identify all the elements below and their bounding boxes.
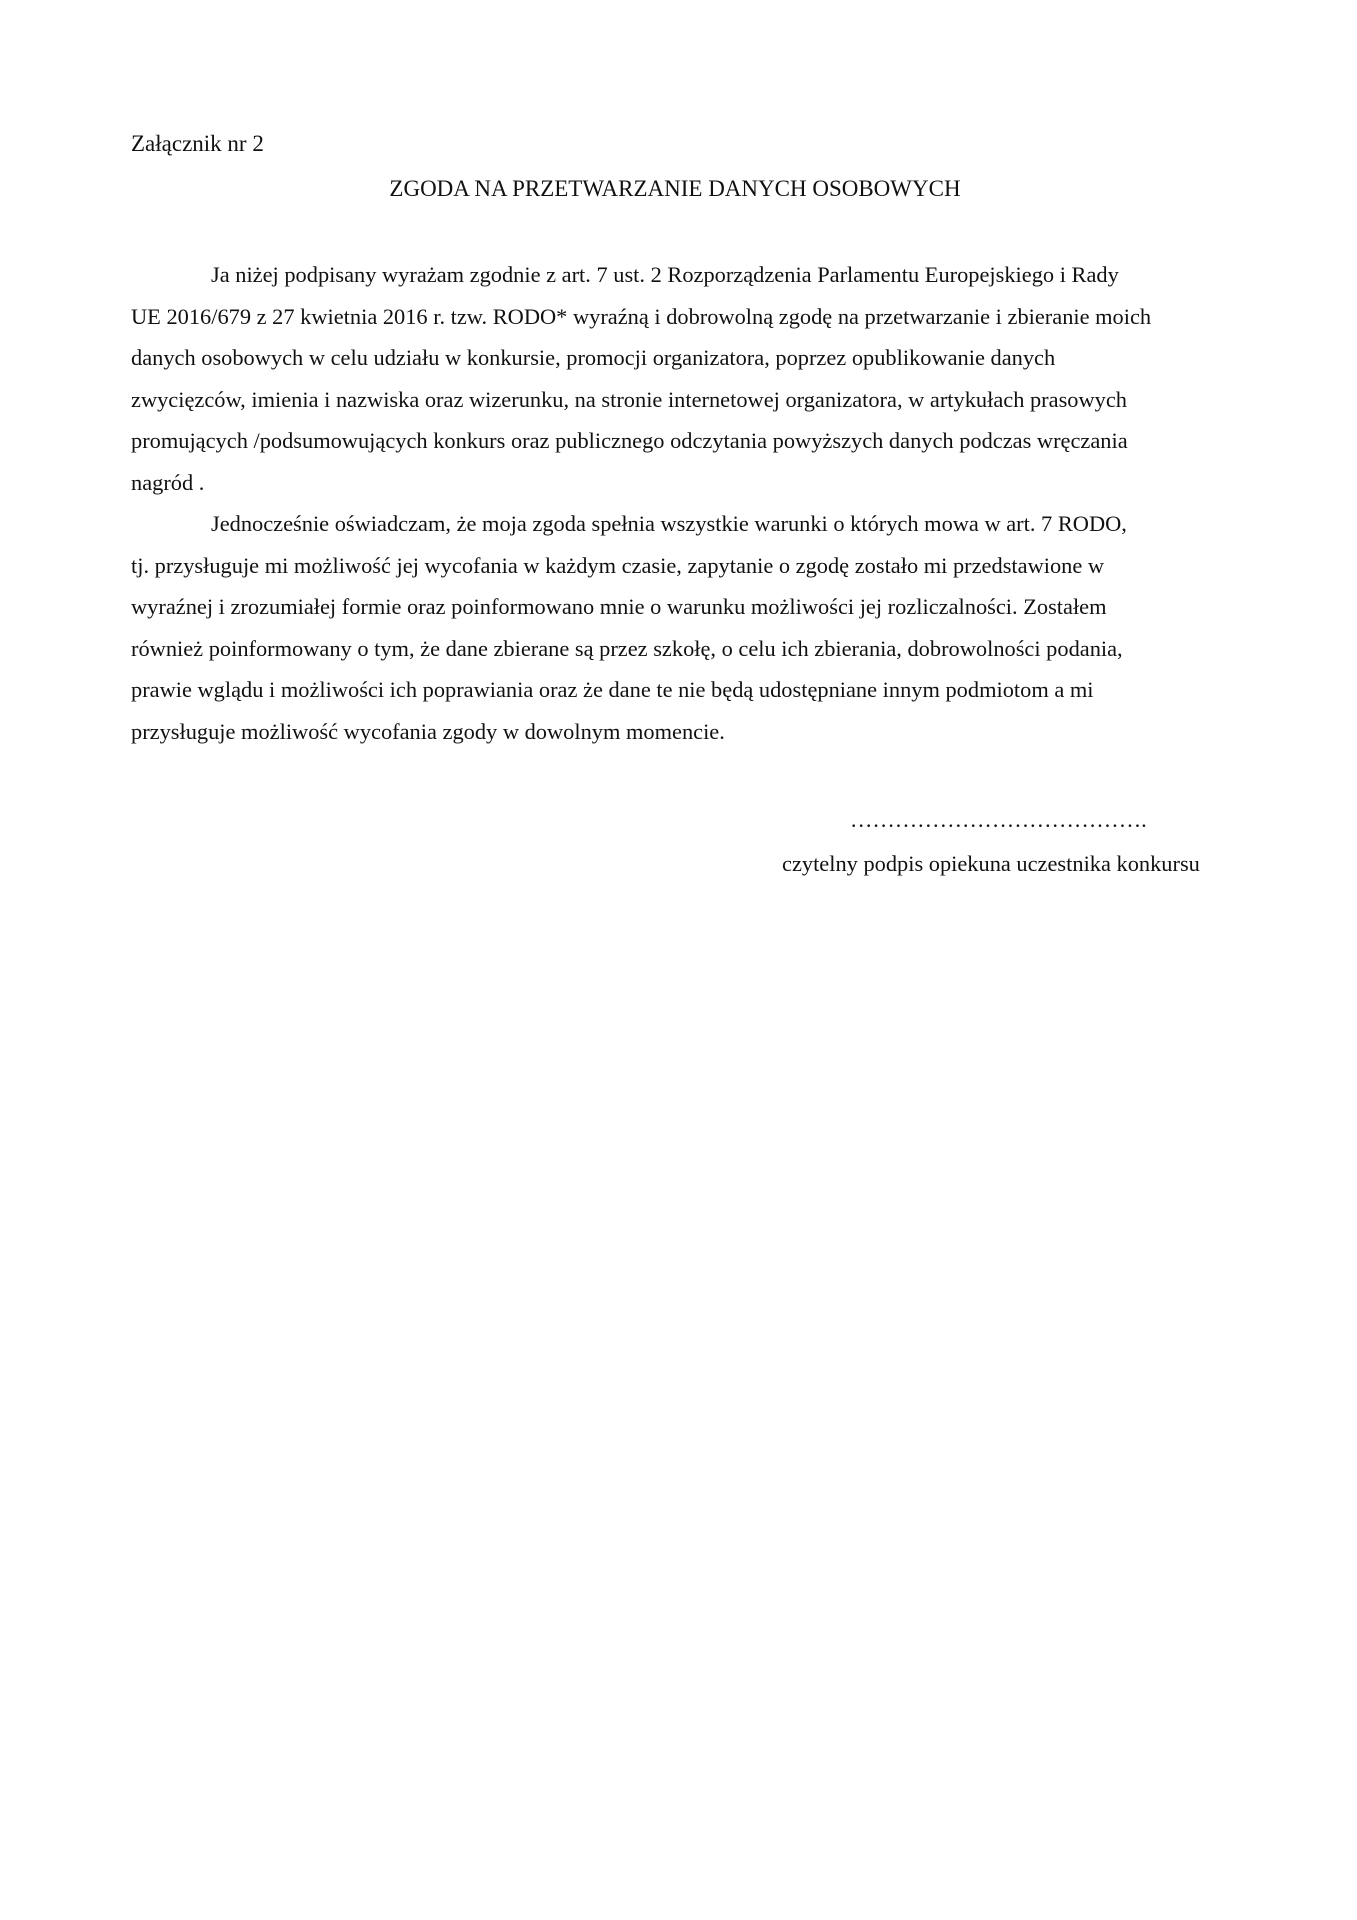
annex-label: Załącznik nr 2 [131, 131, 264, 156]
paragraph2-line: tj. przysługuje mi możliwość jej wycofania w każdym czasie, zapytanie o zgodę zostało mi przedstawione w [131, 552, 1105, 578]
paragraph1-line: danych osobowych w celu udziału w konkursie, promocji organizatora, poprzez opublikowanie danych [131, 345, 1056, 370]
signature-dotted-line: …………………………………. [850, 807, 1147, 832]
paragraph2-line: prawie wglądu i możliwości ich poprawiania oraz że dane te nie będą udostępniane innym podmiotom a mi [131, 677, 1094, 702]
paragraph1-line: UE 2016/679 z 27 kwietnia 2016 r. tzw. RODO* wyraźną i dobrowolną zgodę na przetwarzanie i zbieranie moich [131, 303, 1152, 329]
paragraph2-line: przysługuje możliwość wycofania zgody w dowolnym momencie. [131, 718, 725, 744]
paragraph1-line: nagród . [131, 469, 205, 495]
paragraph2-line: również poinformowany o tym, że dane zbierane są przez szkołę, o celu ich zbierania, dobrowolności podania, [131, 635, 1123, 661]
paragraph1-line: promujących /podsumowujących konkurs oraz publicznego odczytania powyższych danych podczas wręczania [131, 428, 1128, 453]
paragraph2-line: Jednocześnie oświadczam, że moja zgoda spełnia wszystkie warunki o których mowa w art. 7 RODO, [211, 511, 1127, 536]
document-title: ZGODA NA PRZETWARZANIE DANYCH OSOBOWYCH [389, 176, 961, 201]
signature-label: czytelny podpis opiekuna uczestnika konkursu [782, 851, 1200, 876]
paragraph1-line: zwycięzców, imienia i nazwiska oraz wizerunku, na stronie internetowej organizatora, w artykułach prasowych [131, 386, 1127, 412]
document-body [131, 254, 1241, 752]
paragraph1-line: Ja niżej podpisany wyrażam zgodnie z art. 7 ust. 2 Rozporządzenia Parlamentu Europejskiego i Rady [211, 262, 1119, 287]
paragraph2-line: wyraźnej i zrozumiałej formie oraz poinformowano mnie o warunku możliwości jej rozliczalności. Zostałem [131, 594, 1107, 619]
